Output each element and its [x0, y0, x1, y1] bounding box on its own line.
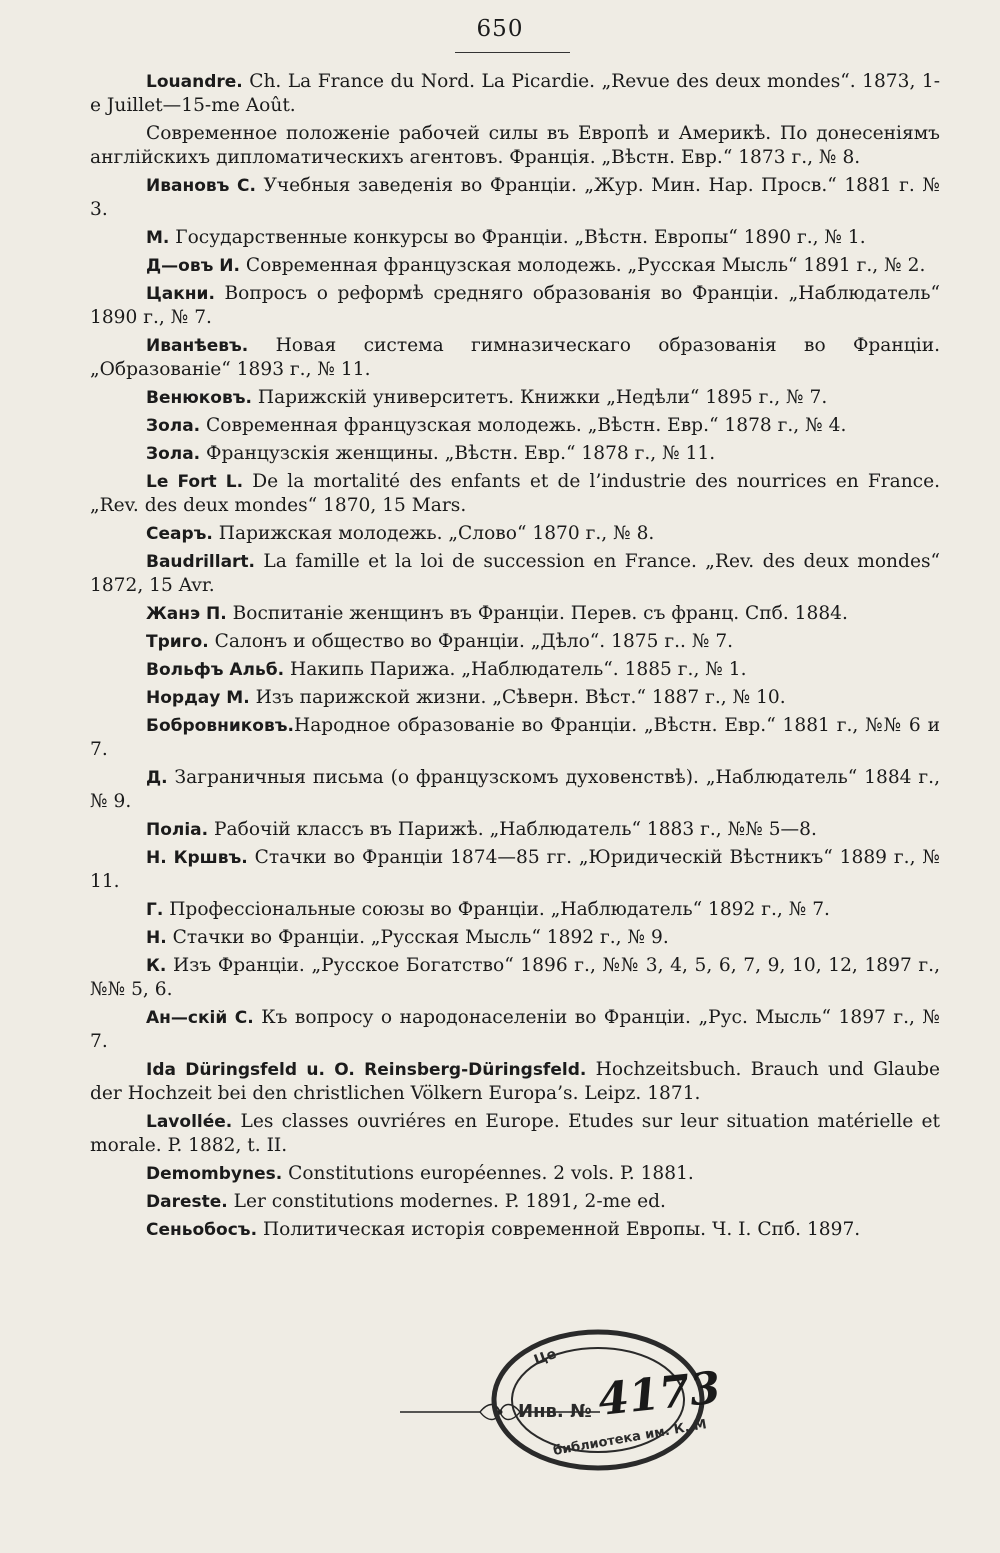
entry-text: Професciональные союзы во Францiи. „Наблюдатель“ 1892 г., № 7.	[163, 899, 830, 920]
entry-author: Lavollée.	[146, 1112, 233, 1132]
bibliography-entry	[90, 658, 940, 682]
entry-author: Жанэ П.	[146, 604, 227, 624]
stamp-line-2: Инв. №	[518, 1401, 592, 1422]
entry-author: Зола.	[146, 416, 201, 436]
entry-text: Народное образованiе во Францiи. „Вѣстн. Евр.“ 1881 г., №№ 6 и 7.	[90, 715, 940, 760]
entry-text: Рабочiй классъ въ Парижѣ. „Наблюдатель“ 1883 г., №№ 5—8.	[208, 819, 817, 840]
entry-author: Ивановъ С.	[146, 176, 256, 196]
entry-text: Новая система гимназическаго образованiя во Францiи. „Образованiе“ 1893 г., № 11.	[90, 335, 940, 380]
bibliography-entry	[90, 334, 940, 382]
entry-author: Вольфъ Альб.	[146, 660, 285, 680]
bibliography-entry	[90, 1190, 940, 1214]
entry-author: Н. Кршвъ.	[146, 848, 248, 868]
entry-author: Венюковъ.	[146, 388, 252, 408]
entry-text: Hochzeitsbuch. Brauch und Glaube der Hochzeit bei den christlichen Völkern Europa’s. Leipz. 1871.	[90, 1059, 940, 1104]
entry-text: Стачки во Францiи. „Русская Мысль“ 1892 г., № 9.	[166, 927, 669, 948]
entry-author: К.	[146, 956, 167, 976]
bibliography-entry	[90, 174, 940, 222]
bibliography-entry	[90, 282, 940, 330]
library-stamp	[488, 1325, 723, 1475]
bibliography-entry	[90, 442, 940, 466]
entry-author: Baudrillart.	[146, 552, 256, 572]
bibliography-entry	[90, 766, 940, 814]
entry-author: Иванѣевъ.	[146, 336, 249, 356]
bibliography-entry	[90, 714, 940, 762]
entry-text: Къ вопросу о народонаселенiи во Францiи. „Рус. Мысль“ 1897 г., № 7.	[90, 1007, 941, 1052]
stamp-number: 4173	[595, 1362, 723, 1426]
entry-author: Н.	[146, 928, 167, 948]
entry-author: Триго.	[146, 632, 209, 652]
entry-text: Заграничныя письма (о французскомъ духовенствѣ). „Наблюдатель“ 1884 г., № 9.	[90, 767, 940, 812]
bibliography-entry	[90, 122, 940, 170]
entry-author: Le Fort L.	[146, 472, 244, 492]
bibliography-entry	[90, 954, 940, 1002]
entry-author: Цакни.	[146, 284, 215, 304]
entry-author: Бобровниковъ.	[146, 716, 294, 736]
entry-text: Государственные конкурсы во Францiи. „Вѣстн. Европы“ 1890 г., № 1.	[169, 227, 866, 248]
entry-text: Constitutions européennes. 2 vols. P. 1881.	[282, 1163, 694, 1184]
entry-author: Д—овъ И.	[146, 256, 240, 276]
bibliography-entry	[90, 522, 940, 546]
bibliography-entry	[90, 630, 940, 654]
entry-text: La famille et la loi de succession en France. „Rev. des deux mondes“ 1872, 15 Avr.	[90, 551, 940, 596]
entry-author: Dareste.	[146, 1192, 228, 1212]
entry-text: Вопросъ о реформѣ средняго образованiя во Францiи. „Наблюдатель“ 1890 г., № 7.	[90, 283, 940, 328]
bibliography-entry	[90, 70, 940, 118]
bibliography-entry	[90, 602, 940, 626]
entry-text: Накипь Парижа. „Наблюдатель“. 1885 г., № 1.	[284, 659, 747, 680]
entry-text: Ler constitutions modernes. P. 1891, 2-me ed.	[227, 1191, 666, 1212]
entry-author: Louandre.	[146, 72, 243, 92]
entry-author: Ан—скiй С.	[146, 1008, 254, 1028]
bibliography-entry	[90, 846, 940, 894]
bibliography-entry	[90, 1058, 940, 1106]
bibliography-entry	[90, 414, 940, 438]
bibliography-entry	[90, 898, 940, 922]
bibliography-entry	[90, 1006, 940, 1054]
entry-text: Французскiя женщины. „Вѣстн. Евр.“ 1878 г., № 11.	[200, 443, 716, 464]
stamp-line-1: Це	[531, 1346, 559, 1369]
bibliography-entry	[90, 1162, 940, 1186]
entry-text: Салонъ и общество во Францiи. „Дѣло“. 1875 г.. № 7.	[208, 631, 734, 652]
bibliography-entry	[90, 926, 940, 950]
entry-text: Современная французская молодежь. „Русская Мысль“ 1891 г., № 2.	[239, 255, 926, 276]
entry-author: Сеньобосъ.	[146, 1220, 258, 1240]
bibliography-entry	[90, 1218, 940, 1242]
entry-author: Сеаръ.	[146, 524, 213, 544]
entry-text: Политическая исторiя современной Европы. Ч. I. Спб. 1897.	[257, 1219, 861, 1240]
stamp-line-3: библиотека им. К. М	[552, 1417, 708, 1459]
entry-text: Ch. La France du Nord. La Picardie. „Revue des deux mondes“. 1873, 1-e Juillet—15-me Août.	[90, 71, 940, 116]
entry-author: Полiа.	[146, 820, 209, 840]
bibliography-entry	[90, 470, 940, 518]
page-number: 650	[476, 16, 524, 42]
bibliography-entry	[90, 386, 940, 410]
bibliography-list	[90, 70, 940, 1246]
entry-text: Стачки во Францiи 1874—85 гг. „Юридическiй Вѣстникъ“ 1889 г., № 11.	[90, 847, 940, 892]
entry-author: М.	[146, 228, 170, 248]
entry-text: Учебныя заведенiя во Францiи. „Жур. Мин. Нар. Просв.“ 1881 г. № 3.	[90, 175, 940, 220]
entry-text: Современное положенie рабочей силы въ Европѣ и Америкѣ. По донесенiямъ англiйскихъ дипломатическихъ агентовъ. Францiя. „Вѣстн. Евр.“ 1873 г., № 8.	[90, 123, 940, 168]
entry-author: Demombynes.	[146, 1164, 283, 1184]
entry-text: Изъ Францiи. „Русское Богатство“ 1896 г., №№ 3, 4, 5, 6, 7, 9, 10, 12, 1897 г., №№ 5, 6.	[90, 955, 940, 1000]
entry-author: Д.	[146, 768, 168, 788]
entry-author: Г.	[146, 900, 164, 920]
entry-text: Изъ парижской жизни. „Сѣверн. Вѣст.“ 1887 г., № 10.	[249, 687, 786, 708]
bibliography-entry	[90, 686, 940, 710]
bibliography-entry	[90, 550, 940, 598]
bibliography-entry	[90, 818, 940, 842]
entry-text: De la mortalité des enfants et de l’industrie des nourrices en France. „Rev. des deux mondes“ 1870, 15 Mars.	[90, 471, 940, 516]
entry-author: Зола.	[146, 444, 201, 464]
entry-author: Ida Düringsfeld u. O. Reinsberg-Düringsfeld.	[146, 1060, 587, 1080]
bibliography-entry	[90, 226, 940, 250]
entry-text: Парижскiй университетъ. Книжки „Недѣли“ 1895 г., № 7.	[251, 387, 828, 408]
page-number-rule	[455, 52, 570, 53]
entry-text: Современная французская молодежь. „Вѣстн. Евр.“ 1878 г., № 4.	[200, 415, 847, 436]
bibliography-entry	[90, 1110, 940, 1158]
entry-author: Нордау М.	[146, 688, 250, 708]
entry-text: Воспитанiе женщинъ въ Францiи. Перев. съ франц. Спб. 1884.	[226, 603, 848, 624]
bibliography-entry	[90, 254, 940, 278]
entry-text: Les classes ouvriéres en Europe. Etudes sur leur situation matérielle et morale. P. 1882, t. II.	[90, 1111, 940, 1156]
entry-text: Парижская молодежь. „Слово“ 1870 г., № 8.	[212, 523, 655, 544]
